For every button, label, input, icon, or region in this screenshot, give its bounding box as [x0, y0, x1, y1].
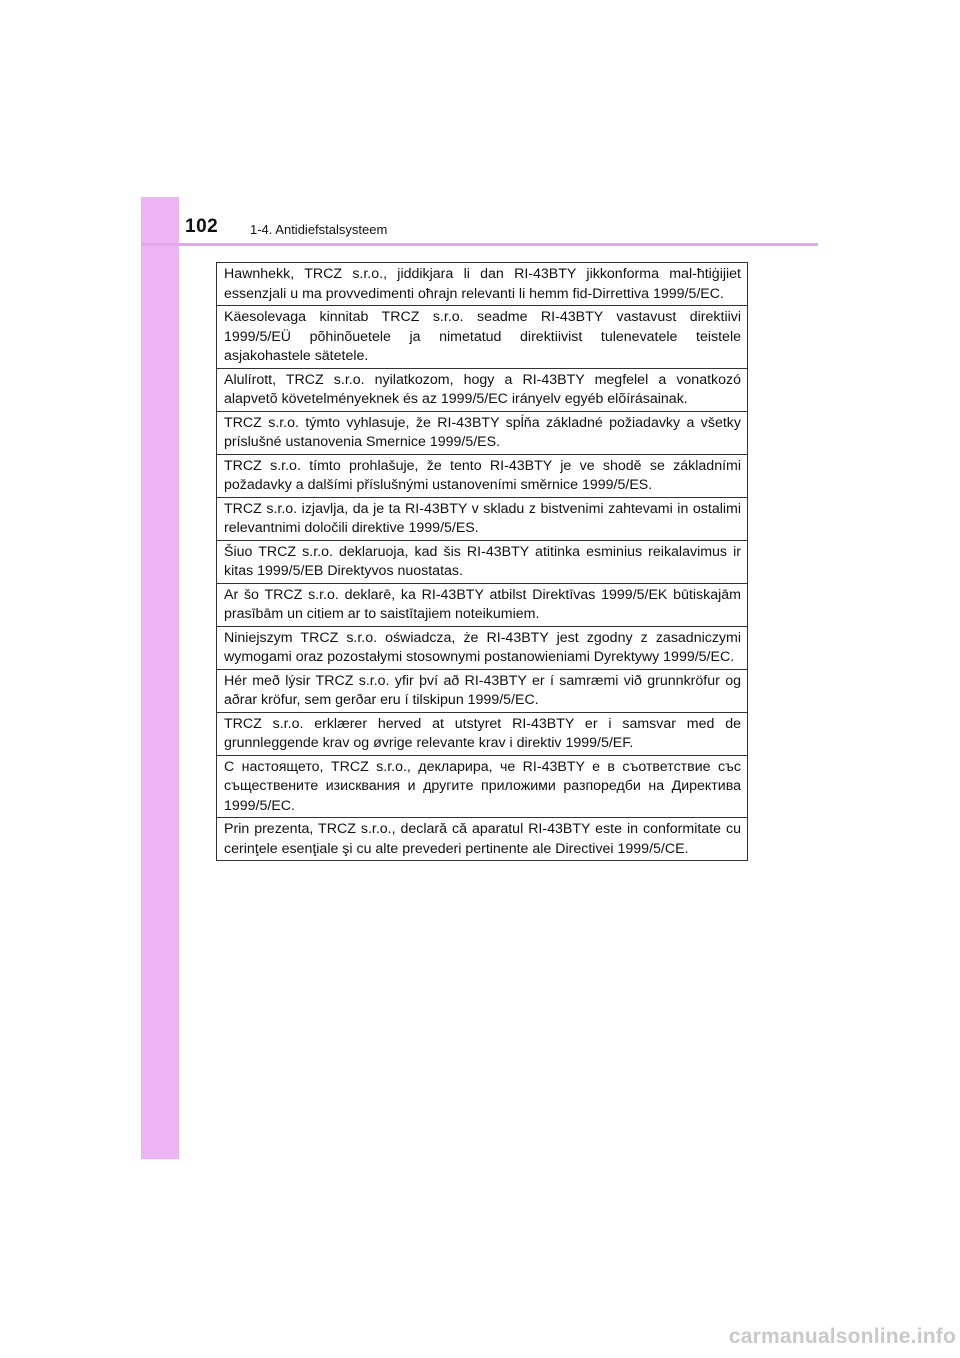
declaration-latvian: Ar šo TRCZ s.r.o. deklarē, ka RI-43BTY atbilst Direktīvas 1999/5/EK būtiskajām prasībām un citiem ar to saistītajiem noteikumiem. — [217, 583, 747, 626]
watermark: carmanualsonline.info — [728, 1325, 956, 1348]
page-number: 102 — [185, 216, 219, 237]
header-rule — [141, 243, 818, 246]
declaration-polish: Niniejszym TRCZ s.r.o. oświadcza, że RI-43BTY jest zgodny z zasadniczymi wymogami oraz pozostałymi stosownymi postanowieniami Dyrektywy 1999/5/EC. — [217, 626, 747, 669]
declaration-lithuanian: Šiuo TRCZ s.r.o. deklaruoja, kad šis RI-43BTY atitinka esminius reikalavimus ir kitas 1999/5/EB Direktyvos nuostatas. — [217, 540, 747, 583]
declaration-slovak: TRCZ s.r.o. týmto vyhlasuje, že RI-43BTY spĺňa základné požiadavky a všetky príslušné ustanovenia Smernice 1999/5/ES. — [217, 411, 747, 454]
declarations-table — [216, 262, 748, 861]
declaration-norwegian: TRCZ s.r.o. erklærer herved at utstyret RI-43BTY er i samsvar med de grunnleggende krav og øvrige relevante krav i direktiv 1999/5/EF. — [217, 712, 747, 755]
declaration-bulgarian: С настоящето, TRCZ s.r.o., декларира, че RI-43BTY е в съответствие със съществените изисквания и другите приложими разпоредби на Директива 1999/5/EC. — [217, 755, 747, 818]
section-title: 1-4. Antidiefstalsysteem — [250, 222, 388, 237]
declaration-icelandic: Hér með lýsir TRCZ s.r.o. yfir því að RI-43BTY er í samræmi við grunnkröfur og aðrar kröfur, sem gerðar eru í tilskipun 1999/5/EC. — [217, 669, 747, 712]
declaration-hungarian: Alulírott, TRCZ s.r.o. nyilatkozom, hogy a RI-43BTY megfelel a vonatkozó alapvetõ követelményeknek és az 1999/5/EC irányelv egyéb elõírásainak. — [217, 368, 747, 411]
declaration-czech: TRCZ s.r.o. tímto prohlašuje, že tento RI-43BTY je ve shodě se základními požadavky a dalšími příslušnými ustanoveními směrnice 1999/5/ES. — [217, 454, 747, 497]
declaration-slovenian: TRCZ s.r.o. izjavlja, da je ta RI-43BTY v skladu z bistvenimi zahtevami in ostalimi relevantnimi določili direktive 1999/5/ES. — [217, 497, 747, 540]
declaration-maltese: Hawnhekk, TRCZ s.r.o., jiddikjara li dan RI-43BTY jikkonforma mal-ħtiġijiet essenzjali u ma provvedimenti oħrajn relevanti li hemm fid-Dirrettiva 1999/5/EC. — [224, 266, 741, 302]
declaration-estonian: Käesolevaga kinnitab TRCZ s.r.o. seadme RI-43BTY vastavust direktiivi 1999/5/EÜ põhinõuetele ja nimetatud direktiivist tulenevatele teistele asjakohastele sätetele. — [217, 305, 747, 368]
chapter-tab-bar — [141, 197, 179, 1159]
declaration-romanian: Prin prezenta, TRCZ s.r.o., declară că aparatul RI-43BTY este in conformitate cu cerinţele esenţiale şi cu alte prevederi pertinente ale Directivei 1999/5/CE. — [217, 817, 747, 860]
